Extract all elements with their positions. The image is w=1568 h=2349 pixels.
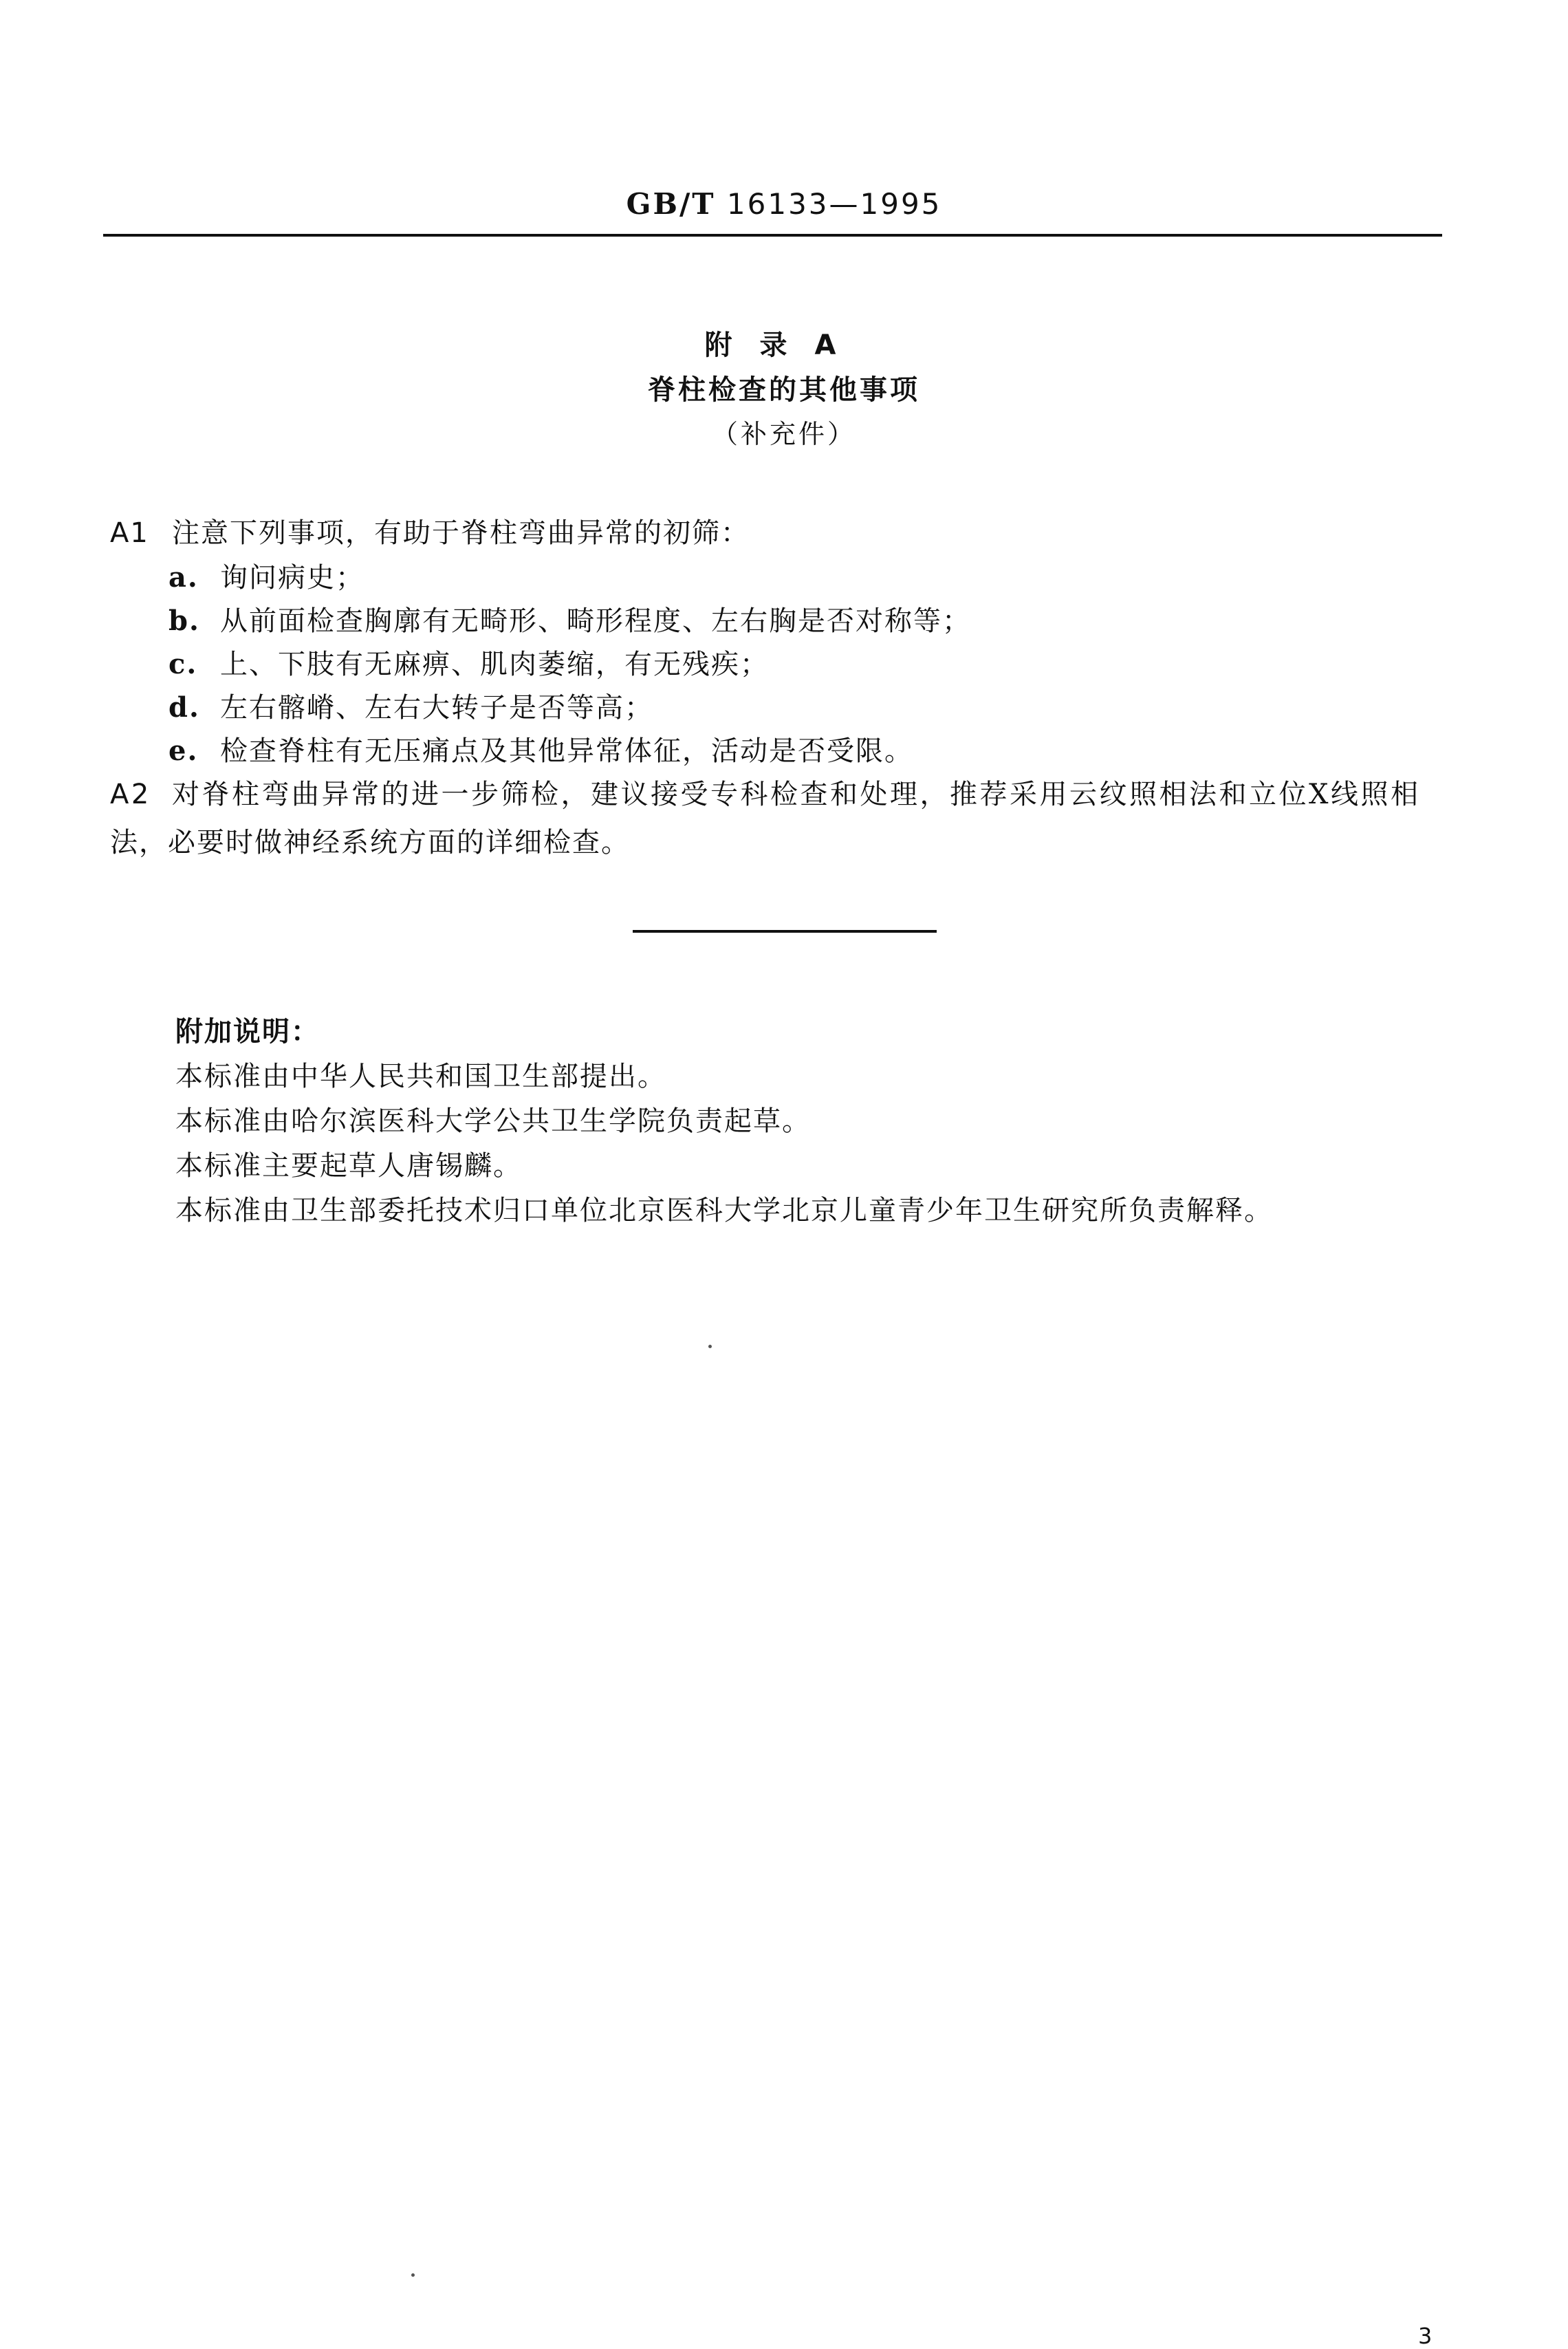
item-letter: c. xyxy=(168,648,198,680)
item-text: 从前面检查胸廓有无畸形、畸形程度、左右胸是否对称等； xyxy=(220,605,971,637)
standard-code: GB/T xyxy=(626,187,716,221)
clause-number: A2 xyxy=(110,779,151,810)
list-item xyxy=(168,687,653,728)
item-letter: d. xyxy=(168,691,200,724)
clause-text: 注意下列事项，有助于脊柱弯曲异常的初筛： xyxy=(172,517,750,549)
section-end-rule xyxy=(633,930,937,933)
clause-a2 xyxy=(110,774,1420,815)
scan-speck xyxy=(708,1345,712,1348)
standard-number: 16133—1995 xyxy=(726,187,942,221)
note-line: 本标准由哈尔滨医科大学公共卫生学院负责起草。 xyxy=(175,1105,811,1137)
list-item xyxy=(168,644,769,685)
standard-header xyxy=(0,187,1568,221)
appendix-subtitle: （补充件） xyxy=(711,419,856,449)
item-text: 检查脊柱有无压痛点及其他异常体征，活动是否受限。 xyxy=(220,735,913,767)
list-item xyxy=(168,600,971,642)
note-line: 本标准由卫生部委托技术归口单位北京医科大学北京儿童青少年卫生研究所负责解释。 xyxy=(175,1195,1273,1226)
item-letter: a. xyxy=(168,561,199,594)
clause-a2-continuation: 法，必要时做神经系统方面的详细检查。 xyxy=(110,827,630,858)
item-text: 左右髂嵴、左右大转子是否等高； xyxy=(220,692,653,724)
item-letter: b. xyxy=(168,605,200,637)
header-rule xyxy=(103,234,1442,237)
list-item xyxy=(168,557,364,598)
item-text: 上、下肢有无麻痹、肌肉萎缩，有无残疾； xyxy=(220,649,769,680)
item-text: 询问病史； xyxy=(220,562,364,594)
clause-text: 对脊柱弯曲异常的进一步筛检，建议接受专科检查和处理，推荐采用云纹照相法和立位X线照相 xyxy=(172,779,1421,810)
appendix-title: 脊柱检查的其他事项 xyxy=(648,374,920,406)
scan-speck xyxy=(411,2273,415,2277)
appendix-label: 附录A xyxy=(704,329,864,361)
page-number: 3 xyxy=(1418,2323,1433,2349)
item-letter: e. xyxy=(168,735,199,767)
list-item xyxy=(168,730,913,772)
note-line: 本标准主要起草人唐锡麟。 xyxy=(175,1150,522,1182)
additional-notes-heading: 附加说明： xyxy=(175,1016,320,1048)
note-line: 本标准由中华人民共和国卫生部提出。 xyxy=(175,1061,666,1092)
clause-number: A1 xyxy=(110,517,149,549)
clause-a1 xyxy=(110,512,750,554)
